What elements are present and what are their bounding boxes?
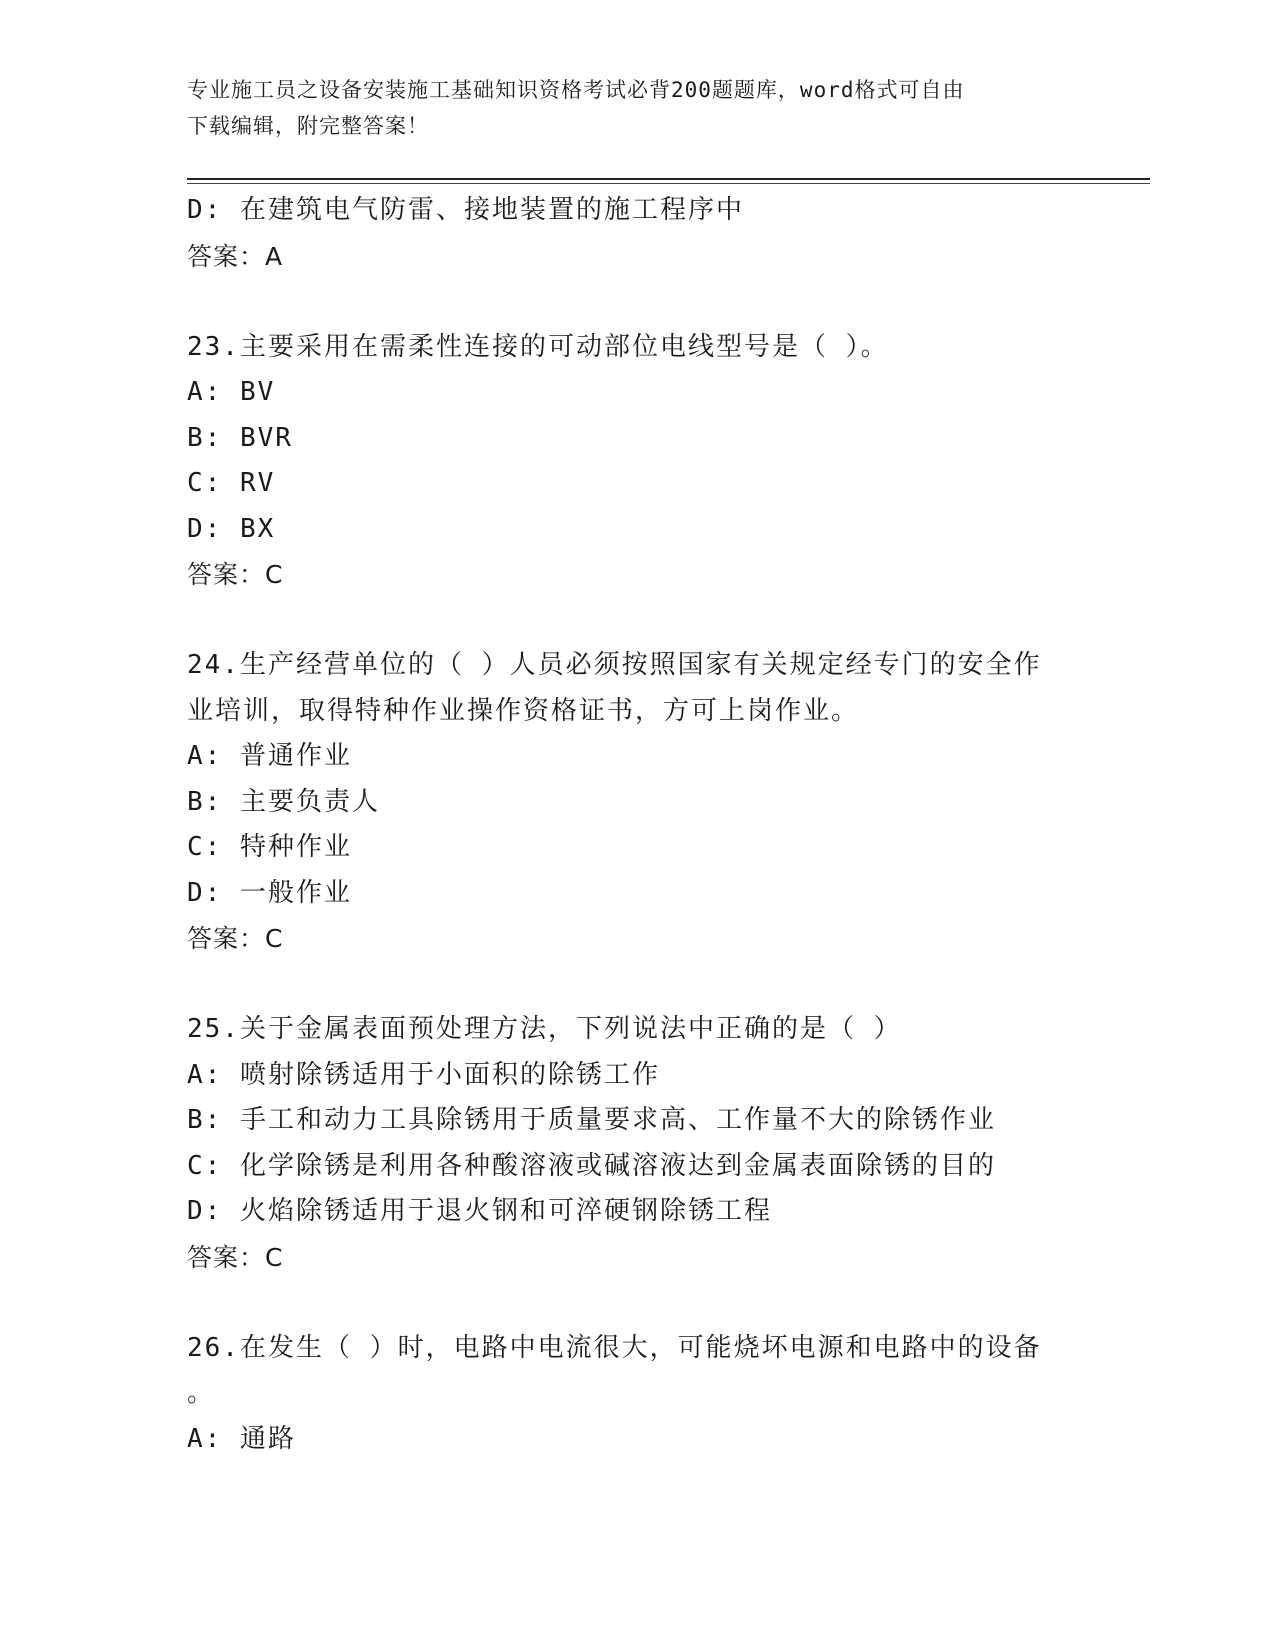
option-c: C: 特种作业 [187, 832, 352, 862]
spacer [187, 962, 1087, 1008]
question-stem-line-1: 26.在发生（ ）时，电路中电流很大，可能烧坏电源和电路中的设备 [187, 1332, 1042, 1363]
question-26 [187, 1326, 1087, 1463]
option-a: A: 喷射除锈适用于小面积的除锈工作 [187, 1059, 660, 1090]
option-b: B: 手工和动力工具除锈用于质量要求高、工作量不大的除锈作业 [187, 1105, 996, 1135]
question-stem-line-2: 。 [187, 1378, 216, 1408]
answer: 答案：C [187, 924, 284, 953]
question-stem-line-2: 业培训，取得特种作业操作资格证书，方可上岗作业。 [187, 695, 860, 726]
option-d: D: BX [187, 513, 276, 544]
question-23 [187, 325, 1087, 598]
question-25 [187, 1007, 1087, 1280]
option-b: B: BVR [187, 422, 293, 453]
page-header [187, 72, 1067, 144]
question-list [187, 188, 1087, 1462]
option-c: C: RV [187, 468, 276, 498]
answer: 答案：C [187, 1242, 284, 1272]
option-a: A: 普通作业 [187, 741, 352, 771]
header-line-2: 下载编辑，附完整答案！ [187, 114, 429, 138]
question-24 [187, 643, 1087, 962]
spacer [187, 1280, 1087, 1326]
option-d: D: 一般作业 [187, 877, 352, 908]
question-stem-line-1: 24.生产经营单位的（ ）人员必须按照国家有关规定经专门的安全作 [187, 650, 1042, 680]
answer: 答案：C [187, 560, 284, 589]
spacer [187, 598, 1087, 644]
spacer [187, 279, 1087, 325]
option-a: A: 通路 [187, 1423, 296, 1454]
header-divider-thick [187, 178, 1150, 180]
option-a: A: BV [187, 377, 276, 407]
question-stem: 25.关于金属表面预处理方法，下列说法中正确的是（ ） [187, 1014, 902, 1044]
header-divider-thin [187, 183, 1150, 184]
option-d: D: 火焰除锈适用于退火钢和可淬硬钢除锈工程 [187, 1196, 772, 1226]
prev-answer: 答案：A [187, 241, 284, 271]
prev-option-d: D: 在建筑电气防雷、接地装置的施工程序中 [187, 195, 744, 225]
question-stem: 23.主要采用在需柔性连接的可动部位电线型号是（ ）。 [187, 331, 889, 362]
option-c: C: 化学除锈是利用各种酸溶液或碱溶液达到金属表面除锈的目的 [187, 1150, 996, 1181]
option-b: B: 主要负责人 [187, 786, 380, 817]
header-line-1: 专业施工员之设备安装施工基础知识资格考试必背200题题库，word格式可自由 [187, 78, 965, 102]
